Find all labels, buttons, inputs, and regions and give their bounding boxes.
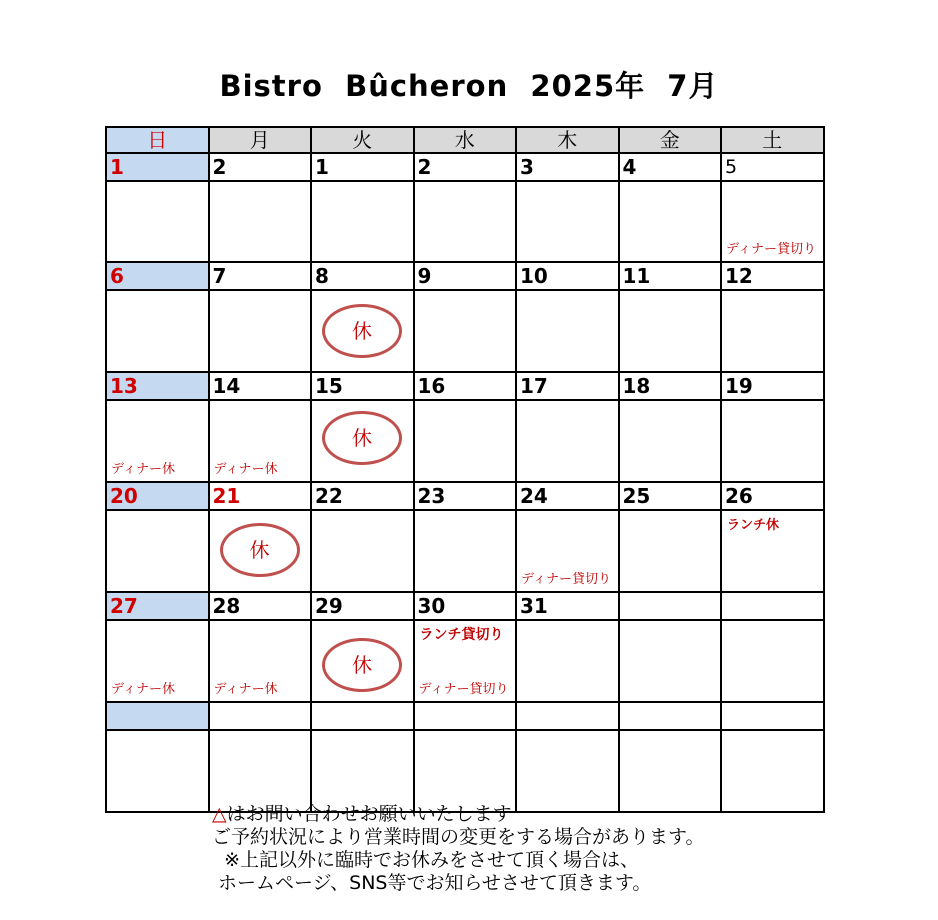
weekday-header-row <box>106 127 824 153</box>
day-body <box>311 400 414 482</box>
day-body <box>106 181 209 262</box>
day-body <box>311 620 414 702</box>
day-body <box>619 181 722 262</box>
date-cell: 7 <box>209 262 312 290</box>
closed-day-mark: 休 <box>322 304 402 358</box>
day-body <box>106 290 209 372</box>
dinner-reserved-note: ディナー貸切り <box>726 242 816 257</box>
calendar-grid <box>105 126 825 813</box>
footer-notes <box>212 803 704 895</box>
date-cell: 3 <box>516 153 619 181</box>
date-cell: 17 <box>516 372 619 400</box>
day-body <box>414 181 517 262</box>
weekday-wed: 水 <box>414 127 517 153</box>
date-cell: 24 <box>516 482 619 510</box>
day-body <box>516 510 619 592</box>
closed-day-mark: 休 <box>322 411 402 465</box>
day-body <box>721 730 824 812</box>
day-body <box>619 730 722 812</box>
date-cell <box>516 702 619 730</box>
date-cell: 10 <box>516 262 619 290</box>
day-body <box>414 730 517 812</box>
day-body <box>721 181 824 262</box>
footer-line-2: ご予約状況により営業時間の変更をする場合があります。 <box>212 826 705 848</box>
footer-line-3: ※上記以外に臨時でお休みをさせて頂く場合は、 <box>212 849 640 871</box>
day-body <box>721 510 824 592</box>
date-cell: 1 <box>311 153 414 181</box>
day-body <box>619 290 722 372</box>
weekday-thu: 木 <box>516 127 619 153</box>
date-cell <box>106 702 209 730</box>
dinner-closed-note: ディナー休 <box>213 462 278 477</box>
date-cell <box>721 592 824 620</box>
week-1-dates <box>106 153 824 181</box>
week-2-dates <box>106 262 824 290</box>
date-cell: 1 <box>106 153 209 181</box>
date-cell: 13 <box>106 372 209 400</box>
footer-line-1: はお問い合わせお願いいたします <box>226 803 512 825</box>
date-cell: 9 <box>414 262 517 290</box>
day-body <box>311 730 414 812</box>
day-body <box>619 620 722 702</box>
calendar-title: Bistro Bûcheron 2025年 7月 <box>219 69 719 103</box>
date-cell: 18 <box>619 372 722 400</box>
lunch-reserved-note: ランチ貸切り <box>419 627 504 643</box>
day-body <box>516 400 619 482</box>
day-body <box>516 290 619 372</box>
date-cell: 19 <box>721 372 824 400</box>
day-body <box>619 510 722 592</box>
dinner-reserved-note: ディナー貸切り <box>418 682 509 697</box>
day-body <box>209 290 312 372</box>
day-body <box>311 181 414 262</box>
lunch-closed-note: ランチ休 <box>727 518 780 533</box>
day-body <box>414 510 517 592</box>
week-5-body <box>106 620 824 702</box>
date-cell: 25 <box>619 482 722 510</box>
date-cell: 31 <box>516 592 619 620</box>
day-body <box>106 620 209 702</box>
day-body <box>721 620 824 702</box>
weekday-sun: 日 <box>106 127 209 153</box>
week-6-body <box>106 730 824 812</box>
day-body <box>516 181 619 262</box>
date-cell: 11 <box>619 262 722 290</box>
day-body <box>516 620 619 702</box>
date-cell: 23 <box>414 482 517 510</box>
day-body <box>106 510 209 592</box>
date-cell: 4 <box>619 153 722 181</box>
dinner-closed-note: ディナー休 <box>111 462 175 477</box>
date-cell: 12 <box>721 262 824 290</box>
date-cell <box>619 702 722 730</box>
week-3-body <box>106 400 824 482</box>
date-cell: 27 <box>106 592 209 620</box>
day-body <box>209 400 312 482</box>
date-cell <box>311 702 414 730</box>
week-1-body <box>106 181 824 262</box>
date-cell: 6 <box>106 262 209 290</box>
day-body <box>414 400 517 482</box>
day-body <box>106 400 209 482</box>
date-cell: 26 <box>721 482 824 510</box>
date-cell: 21 <box>209 482 312 510</box>
day-body <box>619 400 722 482</box>
date-cell: 14 <box>209 372 312 400</box>
date-cell <box>619 592 722 620</box>
day-body <box>311 510 414 592</box>
weekday-sat: 土 <box>721 127 824 153</box>
date-cell: 8 <box>311 262 414 290</box>
date-cell: 16 <box>414 372 517 400</box>
date-cell <box>414 702 517 730</box>
day-body <box>721 290 824 372</box>
date-cell: 5 <box>721 153 824 181</box>
day-body <box>209 181 312 262</box>
dinner-closed-note: ディナー休 <box>213 682 278 697</box>
date-cell: 2 <box>414 153 517 181</box>
date-cell: 20 <box>106 482 209 510</box>
date-cell <box>721 702 824 730</box>
date-cell: 30 <box>414 592 517 620</box>
week-3-dates <box>106 372 824 400</box>
dinner-closed-note: ディナー休 <box>111 682 175 697</box>
closed-day-mark: 休 <box>220 523 300 577</box>
date-cell: 28 <box>209 592 312 620</box>
date-cell: 2 <box>209 153 312 181</box>
week-5-dates <box>106 592 824 620</box>
day-body <box>106 730 209 812</box>
day-body <box>209 620 312 702</box>
date-cell: 15 <box>311 372 414 400</box>
dinner-reserved-note: ディナー貸切り <box>521 572 611 587</box>
closed-day-mark: 休 <box>322 638 402 692</box>
weekday-tue: 火 <box>311 127 414 153</box>
day-body <box>311 290 414 372</box>
weekday-mon: 月 <box>209 127 312 153</box>
day-body <box>209 730 312 812</box>
day-body <box>516 730 619 812</box>
day-body <box>414 290 517 372</box>
day-body <box>414 620 517 702</box>
week-4-dates <box>106 482 824 510</box>
footer-line-4: ホームページ、SNS等でお知らせさせて頂きます。 <box>212 872 652 894</box>
day-body <box>721 400 824 482</box>
triangle-icon: △ <box>212 803 227 825</box>
date-cell: 22 <box>311 482 414 510</box>
day-body <box>209 510 312 592</box>
date-cell <box>209 702 312 730</box>
week-2-body <box>106 290 824 372</box>
date-cell: 29 <box>311 592 414 620</box>
weekday-fri: 金 <box>619 127 722 153</box>
week-4-body <box>106 510 824 592</box>
week-6-dates <box>106 702 824 730</box>
